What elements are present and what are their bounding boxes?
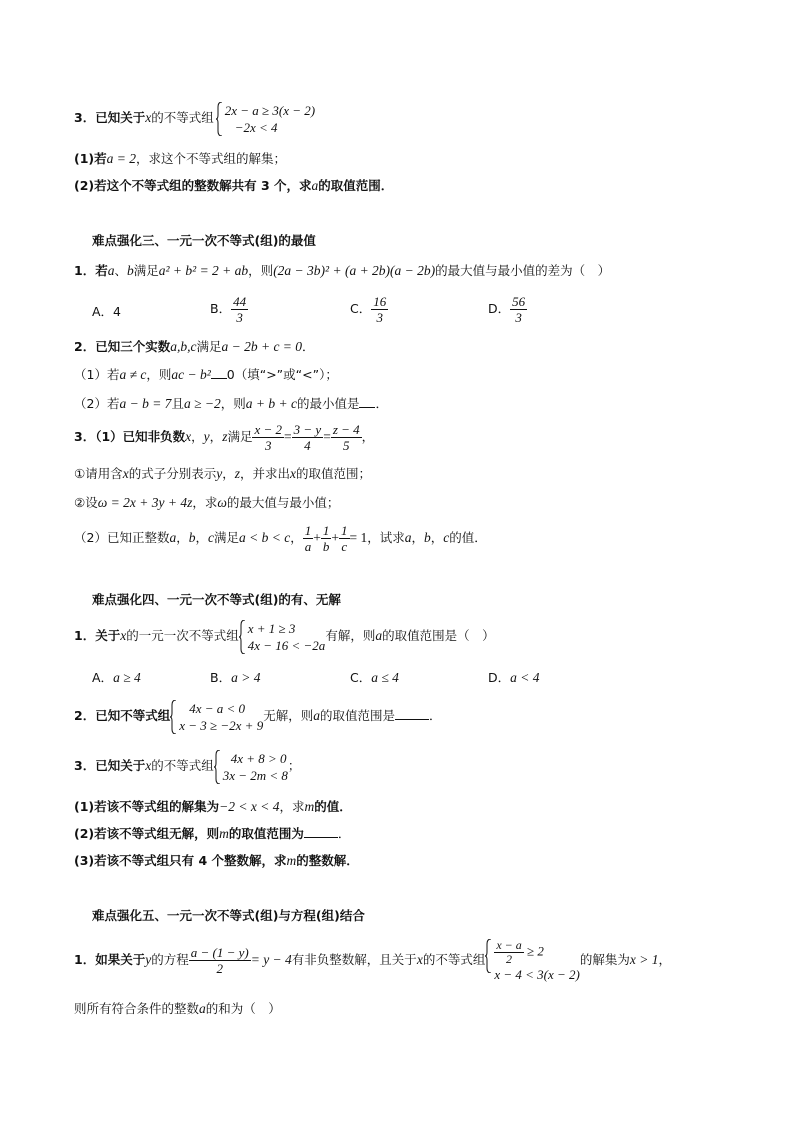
s4-q3-part3: (3)若该不等式组只有 4 个整数解，求m的整数解． bbox=[74, 853, 359, 868]
s3-q1-stem: 1．若a、b满足a² + b² = 2 + ab，则(2a − 3b)² + (a + 2b)(a − 2b)的最大值与最小值的差为（ ） bbox=[74, 263, 611, 278]
fraction: $\frac{1}{c}$ bbox=[341, 523, 348, 554]
section-title: 难点强化三、一元一次不等式(组)的最值 bbox=[92, 233, 316, 248]
s5-q1-cont: 则所有符合条件的整数a的和为（ ） bbox=[74, 1001, 281, 1016]
option-d[interactable]: D． $\frac{56}{3}$ bbox=[488, 294, 526, 325]
s3-q3-stem: 3．（1）已知非负数x，y，z满足 $\frac{x - 2}{3}$ = $\frac{3 - y}{4}$ = $\frac{z - 4}{5}$ ， bbox=[74, 422, 375, 453]
fraction: $\frac{1}{b}$ bbox=[322, 523, 330, 554]
brace-icon bbox=[214, 750, 221, 784]
brace-icon bbox=[216, 102, 223, 136]
s4-q2-stem: 2．已知不等式组 4x − a < 0 x − 3 ≥ −2x + 9 无解，则a的取值范围是 ． bbox=[74, 700, 442, 733]
inequality-system: 2x − a ≥ 3(x − 2) −2x < 4 bbox=[216, 102, 315, 136]
s3-q3-step2: ②设ω = 2x + 3y + 4z，求ω的最大值与最小值； bbox=[74, 495, 340, 510]
fraction: $\frac{a - (1 - y)}{2}$ bbox=[190, 945, 249, 976]
option-d[interactable]: D．a < 4 bbox=[488, 670, 540, 685]
s3-q3-part2: （2）已知正整数a，b，c满足a < b < c， $\frac{1}{a}$ + $\frac{1}{b}$ + $\frac{1}{c}$ = 1，试求a，b，c的值． bbox=[74, 523, 487, 554]
q3-stem: 3．已知关于x的不等式组 2x − a ≥ 3(x − 2) −2x < 4 bbox=[74, 102, 316, 135]
fraction: $\frac{x - 2}{3}$ bbox=[254, 422, 283, 453]
answer-blank[interactable] bbox=[395, 707, 429, 720]
s3-q3-step1: ①请用含x的式子分别表示y，z，并求出x的取值范围； bbox=[74, 466, 372, 481]
answer-blank[interactable] bbox=[211, 366, 227, 379]
option-b[interactable]: B．a > 4 bbox=[210, 670, 261, 685]
s5-q1-stem: 1．如果关于y的方程 $\frac{a - (1 - y)}{2}$ = y − 4有非负整数解，且关于x的不等式组 $\frac{x - a}{2}$ ≥ 2 x − 4 < 3(x − 2) 的解集为x > 1， bbox=[74, 937, 671, 982]
option-a[interactable]: A．4 bbox=[92, 304, 122, 319]
option-c[interactable]: C．a ≤ 4 bbox=[350, 670, 399, 685]
fraction: $\frac{x - a}{2}$ bbox=[496, 937, 522, 966]
option-b[interactable]: B． $\frac{44}{3}$ bbox=[210, 294, 247, 325]
fraction: $\frac{1}{a}$ bbox=[304, 523, 312, 554]
fraction: $\frac{44}{3}$ bbox=[233, 294, 247, 325]
s4-q1-stem: 1．关于x的一元一次不等式组 x + 1 ≥ 3 4x − 16 < −2a 有解，则a的取值范围是（ ） bbox=[74, 620, 495, 653]
s4-q3-part2: (2)若该不等式组无解，则m的取值范围为 ． bbox=[74, 826, 351, 841]
brace-icon bbox=[485, 939, 492, 973]
fraction: $\frac{3 - y}{4}$ bbox=[293, 422, 322, 453]
option-a[interactable]: A．a ≥ 4 bbox=[92, 670, 141, 685]
section-title: 难点强化五、一元一次不等式(组)与方程(组)结合 bbox=[92, 908, 365, 923]
inequality-system: x + 1 ≥ 3 4x − 16 < −2a bbox=[239, 620, 326, 654]
s3-q2-part1: （1）若a ≠ c，则ac − b² 0（填“>”或“<”）； bbox=[74, 367, 338, 382]
section-title: 难点强化四、一元一次不等式(组)的有、无解 bbox=[92, 592, 341, 607]
fraction: $\frac{z - 4}{5}$ bbox=[332, 422, 360, 453]
q3-part2: (2)若这个不等式组的整数解共有 3 个，求a的取值范围． bbox=[74, 178, 394, 193]
answer-blank[interactable] bbox=[359, 395, 375, 408]
q3-part1: (1)若a = 2，求这个不等式组的解集； bbox=[74, 151, 287, 166]
fraction: $\frac{56}{3}$ bbox=[512, 294, 526, 325]
answer-blank[interactable] bbox=[304, 825, 338, 838]
inequality-system: $\frac{x - a}{2}$ ≥ 2 x − 4 < 3(x − 2) bbox=[485, 939, 580, 983]
option-c[interactable]: C． $\frac{16}{3}$ bbox=[350, 294, 387, 325]
inequality-system: 4x − a < 0 x − 3 ≥ −2x + 9 bbox=[170, 700, 263, 734]
s4-q3-stem: 3．已知关于x的不等式组 4x + 8 > 0 3x − 2m < 8 ； bbox=[74, 750, 301, 783]
fraction: $\frac{16}{3}$ bbox=[373, 294, 387, 325]
inequality-system: 4x + 8 > 0 3x − 2m < 8 bbox=[214, 750, 288, 784]
brace-icon bbox=[239, 620, 246, 654]
s3-q2-part2: （2）若a − b = 7且a ≥ −2，则a + b + c的最小值是 ． bbox=[74, 396, 388, 411]
brace-icon bbox=[170, 700, 177, 734]
s4-q3-part1: (1)若该不等式组的解集为−2 < x < 4，求m的值． bbox=[74, 799, 352, 814]
s3-q2-stem: 2．已知三个实数a,b,c满足a − 2b + c = 0． bbox=[74, 339, 315, 354]
